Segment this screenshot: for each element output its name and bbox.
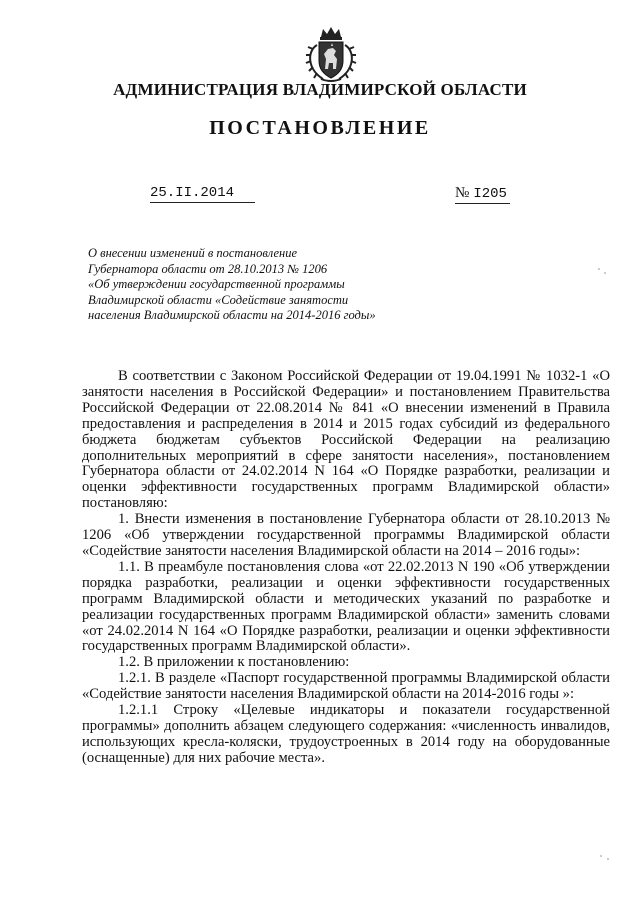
body-paragraph: В соответствии с Законом Российской Федерации от 19.04.1991 № 1032-1 «О занятости населения в Российской Федерации» и постановлением Правительства Российской Федерации от 22.08.2014 № 841 «О внесении изменений в Правила предоставления и распределения в 2014 и 2015 годах субсидий из федерального бюджета бюджетам субъектов Российской Федерации на реализацию дополнительных мероприятий в сфере занятости населения», постановлением Губернатора области от 24.02.2014 N 164 «О Порядке разработки, реализации и оценки эффективности государственных программ Владимирской области» постановляю:: [82, 368, 610, 512]
subject-line: О внесении изменений в постановление: [88, 246, 298, 260]
document-body: [82, 369, 610, 767]
number-sign: №: [455, 185, 470, 201]
scan-speck: [604, 272, 606, 274]
document-date: 25.II.2014: [150, 185, 255, 203]
subject-line: Владимирской области «Содействие занятости: [88, 292, 349, 307]
document-subject: [88, 246, 398, 324]
document-type-title: ПОСТАНОВЛЕНИЕ: [209, 117, 431, 139]
body-paragraph: 1.2.1. В разделе «Паспорт государственной программы Владимирской области «Содействие занятости населения Владимирской области на 2014-2016 годы »:: [82, 670, 610, 703]
body-paragraph: 1.2.1.1 Строку «Целевые индикаторы и показатели государственной программы» дополнить абзацем следующего содержания: «численность инвалидов, использующих кресла-коляски, трудоустроенных в 2014 году на оборудованные (оснащенные) для них рабочие места».: [82, 702, 610, 766]
organization-title: АДМИНИСТРАЦИЯ ВЛАДИМИРСКОЙ ОБЛАСТИ: [113, 80, 527, 99]
subject-line: «Об утверждении государственной программы: [88, 277, 345, 292]
scan-speck: [598, 268, 600, 270]
coat-of-arms-icon: [303, 25, 359, 83]
scan-speck: [600, 855, 602, 857]
body-paragraph: 1. Внести изменения в постановление Губернатора области от 28.10.2013 № 1206 «Об утверждении государственной программы Владимирской области «Содействие занятости населения Владимирской области на 2014 – 2016 годы»:: [82, 511, 610, 559]
scan-speck: [607, 858, 609, 860]
document-number: [455, 185, 510, 204]
body-paragraph: 1.1. В преамбуле постановления слова «от 22.02.2013 N 190 «Об утверждении порядка разработки, реализации и оценки эффективности государственных программ Владимирской области и методических указаний по разработке и реализации государственных программ Владимирской области» заменить словами «от 24.02.2014 N 164 «О Порядке разработки, реализации и оценки эффективности государственных программ Владимирской области».: [82, 558, 610, 655]
number-value: I205: [473, 186, 507, 202]
subject-line: населения Владимирской области на 2014-2016 годы»: [88, 308, 376, 323]
body-paragraph: 1.2. В приложении к постановлению:: [118, 654, 350, 671]
subject-line: Губернатора области от 28.10.2013 № 1206: [88, 261, 328, 276]
